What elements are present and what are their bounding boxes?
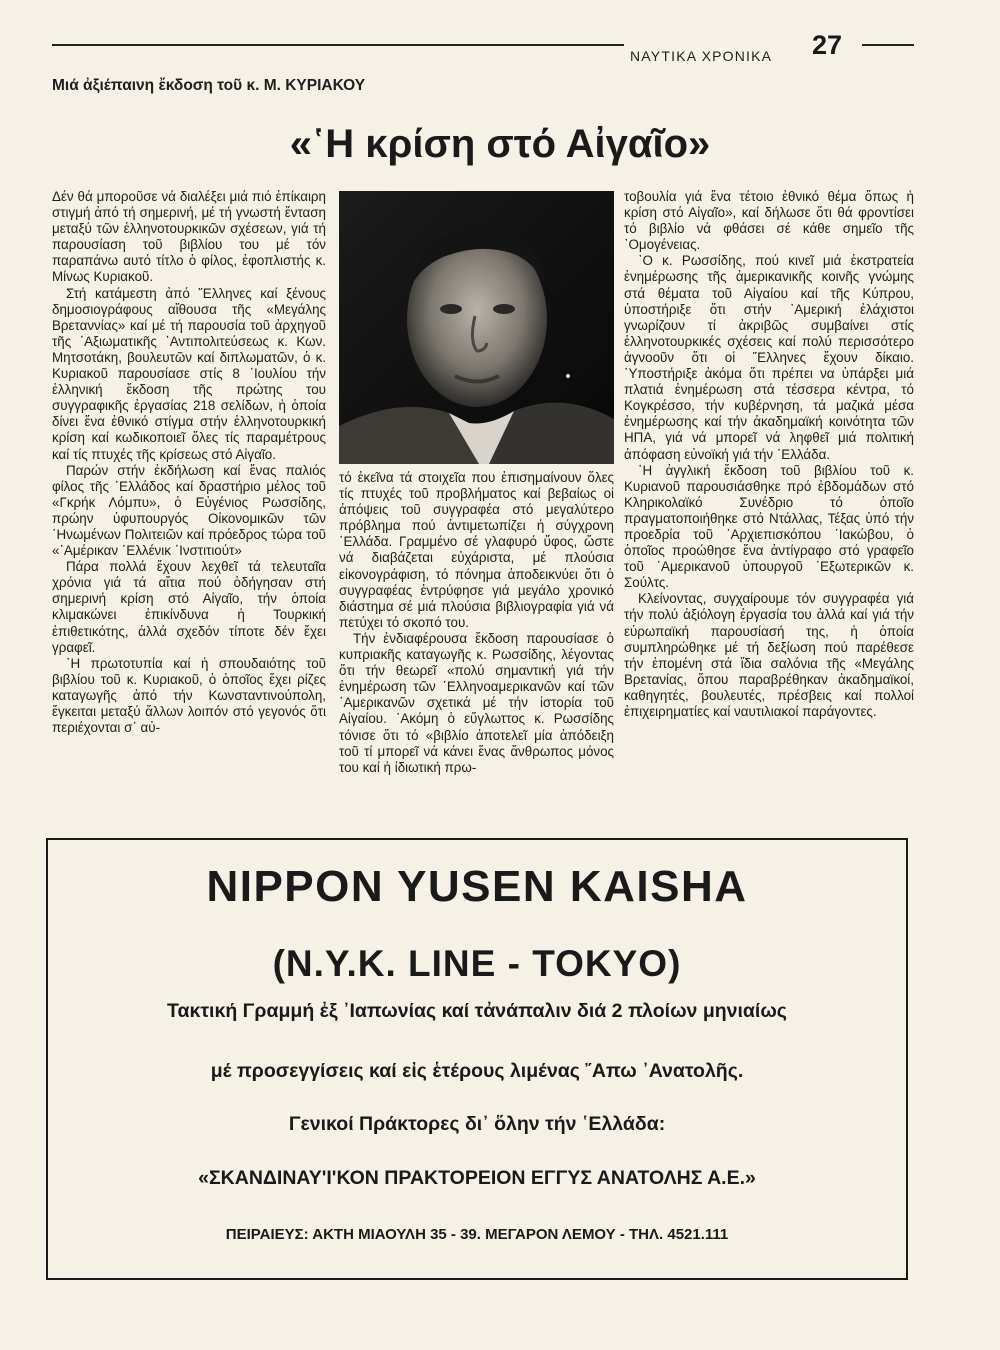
- paragraph: Κλείνοντας, συγχαίρουμε τόν συγγραφέα γιά τήν πολύ ἀξιόλογη ἐργασία του ἀλλά καί γιά τήν εὐρωπαϊκή παρουσίασή της, ἡ ὁποία συμπληρώθηκε μέ τή δεξίωση πού παρέθεσε τήν ἑπομένη στά ἴδια σαλόνια τῆς «Μεγάλης Βρετανίας, ὅπου παραβρέθηκαν ἀκαδημαϊκοί, καθηγητές, βουλευτές, πρέσβεις καί πολλοί ἐπιχειρηματίες καί ναυτιλιακοί παράγοντες.: [624, 591, 914, 719]
- paragraph: ῾Η ἀγγλική ἔκδοση τοῦ βιβλίου τοῦ κ. Κυριανοῦ παρουσιάσθηκε πρό ἑβδομάδων στό Κληρικολαϊκό Συνέδριο τό ὁποῖο πραγματοποιήθηκε στό Ντάλλας, Τέξας ὑπό τήν προεδρία τοῦ ᾽Αρχιεπισκόπου ᾽Ιακώβου, ὁ ὁποῖος προώθησε ἕνα ἀντίγραφο στό γραφεῖο τοῦ ᾽Αμερικανοῦ ὑπουργοῦ ᾽Εξωτερικῶν κ. Σούλτς.: [624, 462, 914, 591]
- portrait-photo: [339, 191, 614, 464]
- ad-company-name: NIPPON YUSEN KAISHA: [206, 862, 748, 911]
- paragraph: Δέν θά μποροῦσε νά διαλέξει μιά πιό ἐπίκαιρη στιγμή ἀπό τή σημερινή, μέ τή γνωστή ἔνταση μεταξύ τῶν ἑλληνοτουρκικῶν σχέσεων, γιά τή παρουσίαση τοῦ βιβλίου του μέ τόν παραπάνω αυτό τίτλο ὁ φίλος, ἐφοπλιστής κ. Μίνως Κυριακοῦ.: [52, 189, 326, 285]
- paragraph: Τήν ἐνδιαφέρουσα ἔκδοση παρουσίασε ὁ κυπριακῆς καταγωγῆς κ. Ρωσσίδης, λέγοντας ὅτι τήν θεωρεῖ «πολύ σημαντική γιά τήν ἐνημέρωση τῶν ῾Ελληνοαμερικανῶν καί τῶν ᾽Αμερικανῶν σχετικά μέ τήν ἱστορία τοῦ Αἰγαίου. ᾽Ακόμη ὁ εὔγλωττος κ. Ρωσσίδης τόνισε ὅτι τό «βιβλίο ἀποτελεῖ μία ἀπόδειξη τοῦ τί μπορεῖ νά κάνει ἕνας ἄνθρωπος μόνος του καί ἡ ἰδιωτική πρω-: [339, 630, 614, 775]
- ad-ports: μέ προσεγγίσεις καί εἰς ἑτέρους λιμένας ῎Απω ᾽Ανατολῆς.: [210, 1060, 744, 1082]
- article-column-3: [624, 189, 914, 720]
- article-column-2: [339, 470, 614, 776]
- ad-agent-name: «ΣΚΑΝΔΙΝΑΥ'Ι'ΚΟΝ ΠΡΑΚΤΟΡΕΙΟΝ ΕΓΓΥΣ ΑΝΑΤΟΛΗΣ Α.Ε.»: [198, 1167, 756, 1189]
- ad-agents-label: Γενικοί Πράκτορες δι᾽ ὅλην τήν ῾Ελλάδα:: [288, 1113, 666, 1135]
- paragraph: Πάρα πολλά ἔχουν λεχθεῖ τά τελευταῖα χρόνια γιά τά αἴτια πού ὁδήγησαν στή σημερινή κρίση στό Αἰγαῖο, τήν ὁποία κλιμακώνει ἐπικίνδυνα ἡ Τουρκική ἐπιθετικότης, ἀλλά σχεδόν τίποτε δέν ἔχει γραφεῖ.: [52, 559, 326, 655]
- ad-service-description: Τακτική Γραμμή ἐξ ᾽Ιαπωνίας καί τἀνάπαλιν διά 2 πλοίων μηνιαίως: [167, 1000, 787, 1022]
- article-headline: «῾Η κρίση στό Αἰγαῖο»: [289, 122, 711, 166]
- paragraph: ῾Η πρωτοτυπία καί ἡ σπουδαιότης τοῦ βιβλίου τοῦ κ. Κυριακοῦ, ὁ ὁποῖος ἔχει ρίζες καταγωγῆς ἀπό τήν Κωνσταντινούπολη, ἔγκειται μεταξύ ἄλλων λοιπόν στό γεγονός ὅτι περιέχονται σ᾽ αὐ-: [52, 655, 326, 736]
- article-column-1: [52, 189, 326, 736]
- portrait-photo-icon: [339, 191, 614, 464]
- magazine-name: ΝΑΥΤΙΚΑ ΧΡΟΝΙΚΑ: [630, 48, 773, 64]
- paragraph: τοβουλία γιά ἕνα τέτοιο ἐθνικό θέμα ὅπως ἡ κρίση στό Αἰγαῖο», καί δήλωσε ὅτι θά φροντίσει τό βιβλίο νά φθάσει σέ κάθε σημεῖο τῆς ᾽Ομογένειας.: [624, 189, 914, 253]
- ad-address: ΠΕΙΡΑΙΕΥΣ: ΑΚΤΗ ΜΙΑΟΥΛΗ 35 - 39. ΜΕΓΑΡΟΝ ΛΕΜΟΥ - ΤΗΛ. 4521.111: [225, 1226, 729, 1243]
- paragraph: ᾽Ο κ. Ρωσσίδης, πού κινεῖ μιά ἐκστρατεία ἐνημέρωσης τῆς ἀμερικανικῆς κοινῆς γνώμης στά θέματα τοῦ Αἰγαίου καί τῆς Κύπρου, ὑποστήριξε ὅτι στήν ᾽Αμερική ἐλάχιστοι γνωρίζουν τί ἀκριβῶς συμβαίνει στίς ἑλληνοτουρκικές σχέσεις καί πολύ περισσότερο ἀγνοοῦν ὅτι οἱ ῞Ελληνες ἔχουν δίκαιο. ῾Υποστήριξε ἀκόμα ὅτι πρέπει να ὑπάρξει μιά πλατιά ἐνημέρωση στά τέσσερα κέντρα, τό Κογκρέσσο, τήν κυβέρνηση, τά μαζικά μέσα ἐνημέρωσης καί τήν ἀκαδημαϊκή κοινότητα τῶν ΗΠΑ, γιά νά μπορεῖ νά ληφθεῖ μιά πολιτική ἀπόφαση εὐνοϊκή γιά τήν ῾Ελλάδα.: [624, 253, 914, 462]
- article-kicker: Μιά ἀξιέπαινη ἔκδοση τοῦ κ. Μ. ΚΥΡΙΑΚΟΥ: [52, 77, 366, 94]
- ad-shipping-line: (N.Y.K. LINE - TOKYO): [272, 943, 682, 984]
- header-rule-left: [52, 44, 624, 46]
- paragraph: Παρών στήν ἐκδήλωση καί ἕνας παλιός φίλος τῆς ῾Ελλάδος καί δραστήριο μέλος τοῦ «Γκρήκ Λόμπυ», ὁ Εὐγένιος Ρωσσίδης, πρώην ὑφυπουργός Οἰκονομικῶν τῶν ῾Ηνωμένων Πολιτειῶν καί πρόεδρος τώρα τοῦ «᾽Αμέρικαν ῾Ελλένικ ᾽Ινστιτιούτ»: [52, 462, 326, 559]
- header-rule-right: [862, 44, 914, 46]
- paragraph: τό ἐκεῖνα τά στοιχεῖα που ἐπισημαίνουν ὅλες τίς πτυχές τοῦ προβλήματος καί βεβαίως οἱ ἀπόψεις τοῦ συγγραφέα στό μεγαλύτερο πρόβλημα πού ἀντιμετωπίζει ἡ σύγχρονη ῾Ελλάδα. Γραμμένο σέ γλαφυρό ὕφος, ὥστε νά διαβάζεται εὐχάριστα, μέ πλούσια εἰκονογράφιση, τό πόνημα ἀποδεικνύει ὅτι ὁ συγγραφέας ἐντρύφησε γιά μεγάλο χρονικό διάστημα σέ μιά πλούσια βιβλιογραφία γιά νά πετύχει τό σκοπό του.: [339, 470, 614, 630]
- page-number: 27: [812, 30, 843, 60]
- paragraph: Στή κατάμεστη ἀπό ῞Ελληνες καί ξένους δημοσιογράφους αἴθουσα τῆς «Μεγάλης Βρεταννίας» καί μέ τή παρουσία τοῦ ἀρχηγοῦ τῆς ᾽Αξιωματικῆς ᾽Αντιπολιτεύσεως κ. Κων. Μητσοτάκη, βουλευτῶν καί διπλωματῶν, ὁ κ. Κυριακοῦ παρουσίασε στίς 8 ᾽Ιουλίου τήν ἑλληνική ἔκδοση τῆς πρώτης του συγγραφικῆς ἐργασίας 218 σελίδων, ἡ ὁποία δίνει ἕνα ἐθνικό στίγμα στήν ἑλληνοτουρκική κρίση καί κωδικοποιεῖ ὅλες τίς παραμέτρους καί τίς πτυχές τῆς κρίσεως στό Αἰγαῖο.: [52, 285, 326, 462]
- advertisement-box: [46, 838, 908, 1280]
